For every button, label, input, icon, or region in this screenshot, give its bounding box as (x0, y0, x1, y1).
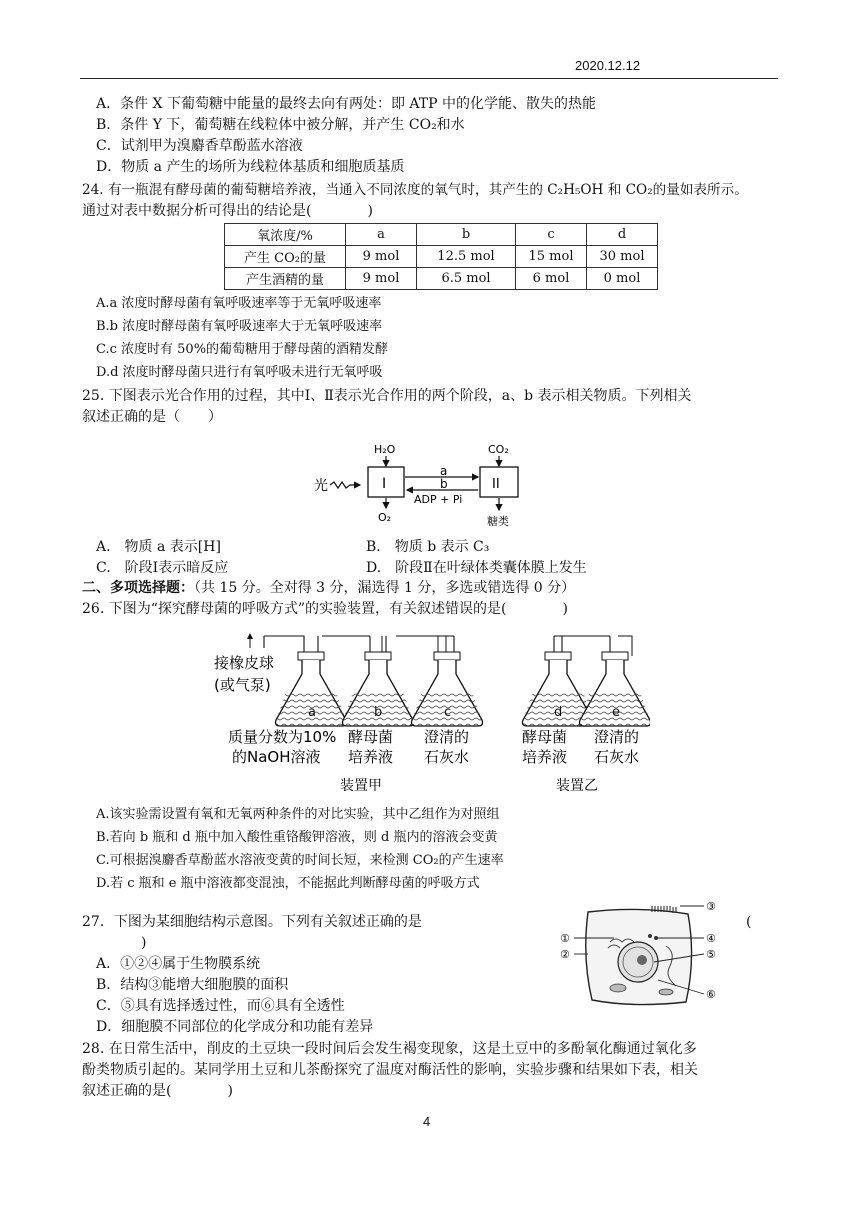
table-header-cell: b (417, 224, 516, 246)
flask-b-label: b (374, 705, 383, 720)
cell-label-5: ⑤ (706, 948, 716, 961)
cell-label-6: ⑥ (706, 988, 716, 1001)
table-row (225, 268, 658, 290)
q25-option-a: A. 物质 a 表示[H] (96, 539, 221, 555)
flask-c (412, 652, 483, 726)
caption-d-1: 酵母菌 (522, 728, 568, 746)
table-cell: 0 mol (587, 268, 658, 290)
q24-option-a: A.a 浓度时酵母菌有氧呼吸速率等于无氧呼吸速率 (96, 296, 382, 311)
adp-pi-label: ADP + Pi (414, 493, 463, 506)
q27-option-a: A．①②④属于生物膜系统 (96, 956, 261, 972)
q26-option-d: D.若 c 瓶和 e 瓶中溶液都变混浊，不能据此判断酵母菌的呼吸方式 (96, 876, 480, 891)
flask-c-label: c (444, 705, 452, 720)
table-cell: 9 mol (346, 246, 417, 268)
flask-e (580, 652, 651, 726)
q27-option-d: D．细胞膜不同部位的化学成分和功能有差异 (96, 1019, 374, 1035)
stage1-label: I (382, 476, 387, 492)
cell-structure-diagram (558, 898, 726, 1010)
q26-option-b: B.若向 b 瓶和 d 瓶中加入酸性重铬酸钾溶液，则 d 瓶内的溶液会变黄 (96, 830, 498, 845)
table-cell: 6.5 mol (417, 268, 516, 290)
photosynthesis-diagram (310, 437, 540, 532)
yeast-respiration-apparatus (210, 626, 650, 798)
setup-jia-label: 装置甲 (340, 778, 382, 794)
table-row (225, 246, 658, 268)
caption-e-2: 石灰水 (594, 748, 640, 766)
flask-a-label: a (308, 705, 316, 720)
cell-label-3: ③ (706, 900, 716, 913)
q23-option-a: A．条件 X 下葡萄糖中能量的最终去向有两处：即 ATP 中的化学能、散失的热能 (96, 96, 596, 112)
q28-line1: 28. 在日常生活中，削皮的土豆块一段时间后会发生褐变现象，这是土豆中的多酚氧化酶通过氧化多 (82, 1041, 697, 1057)
pump-label-1: 接橡皮球 (214, 654, 275, 672)
q24-data-table (224, 223, 658, 290)
q28-line2: 酚类物质引起的。某同学用土豆和儿茶酚探究了温度对酶活性的影响，实验步骤和结果如下表，相关 (82, 1062, 698, 1078)
caption-c-2: 石灰水 (424, 748, 470, 766)
q24-stem-line1: 24. 有一瓶混有酵母菌的葡萄糖培养液，当通入不同浓度的氧气时，其产生的 C₂H₅OH 和 CO₂的量如表所示。 (82, 182, 748, 198)
q26-option-a: A.该实验需设置有氧和无氧两种条件的对比实验，其中乙组作为对照组 (96, 807, 500, 822)
q23-option-c: C．试剂甲为溴麝香草酚蓝水溶液 (96, 138, 303, 154)
cell-label-1: ① (560, 932, 570, 945)
stage2-label: II (492, 477, 500, 492)
caption-b-2: 培养液 (348, 748, 394, 766)
nucleolus (637, 955, 647, 965)
q24-option-d: D.d 浓度时酵母菌只进行有氧呼吸未进行无氧呼吸 (96, 365, 383, 380)
table-header-cell: a (346, 224, 417, 246)
caption-d-2: 培养液 (522, 748, 568, 766)
flask-b (343, 652, 414, 726)
header-rule (80, 78, 778, 79)
section2-heading (82, 578, 575, 598)
flask-e-label: e (612, 705, 620, 720)
q24-option-b: B.b 浓度时酵母菌有氧呼吸速率大于无氧呼吸速率 (96, 319, 383, 334)
q23-option-b: B．条件 Y 下，葡萄糖在线粒体中被分解，并产生 CO₂和水 (96, 117, 465, 133)
table-cell: 6 mol (516, 268, 587, 290)
q25-option-d: D. 阶段Ⅱ在叶绿体类囊体膜上发生 (366, 560, 587, 576)
caption-c-1: 澄清的 (424, 728, 470, 746)
flask-a (276, 652, 347, 726)
section2-note: （共 15 分。全对得 3 分，漏选得 1 分，多选或错选得 0 分） (194, 580, 576, 596)
q27-stem: 27．下图为某细胞结构示意图。下列有关叙述正确的是 (82, 914, 422, 930)
section2-title: 二、多项选择题： (82, 580, 194, 596)
table-cell: 12.5 mol (417, 246, 516, 268)
q26-stem: 26. 下图为“探究酵母菌的呼吸方式”的实验装置，有关叙述错误的是( ) (82, 601, 568, 617)
cell-label-2: ② (560, 948, 570, 961)
caption-b-1: 酵母菌 (348, 728, 394, 746)
q23-option-d: D．物质 a 产生的场所为线粒体基质和细胞质基质 (96, 159, 405, 175)
table-cell: 15 mol (516, 246, 587, 268)
co2-label: CO₂ (488, 443, 509, 456)
a-label: a (440, 464, 448, 478)
caption-e-1: 澄清的 (594, 728, 640, 746)
h2o-label: H₂O (374, 443, 396, 456)
o2-label: O₂ (378, 511, 392, 524)
table-header-cell: c (516, 224, 587, 246)
q27-paren-open: ( (746, 914, 752, 930)
table-header-cell: d (587, 224, 658, 246)
q28-line3: 叙述正确的是( ) (82, 1083, 233, 1099)
page-number: 4 (423, 1114, 431, 1129)
table-cell: 产生 CO₂的量 (225, 246, 346, 268)
b-label: b (440, 477, 448, 491)
caption-a-2: 的NaOH溶液 (232, 748, 321, 766)
q27-option-b: B．结构③能增大细胞膜的面积 (96, 977, 289, 993)
flask-d-label: d (554, 705, 563, 720)
q25-option-b: B. 物质 b 表示 C₃ (366, 539, 490, 555)
caption-a-1: 质量分数为10% (228, 728, 337, 746)
header-date: 2020.12.12 (575, 58, 641, 73)
q25-option-c: C. 阶段Ⅰ表示暗反应 (96, 560, 229, 576)
table-header-cell: 氧浓度/% (225, 224, 346, 246)
cell-label-4: ④ (706, 932, 716, 945)
table-header-row (225, 224, 658, 246)
q25-stem-line2: 叙述正确的是（ ） (82, 409, 222, 425)
q24-option-c: C.c 浓度时有 50%的葡萄糖用于酵母菌的酒精发酵 (96, 342, 389, 357)
q24-stem-line2: 通过对表中数据分析可得出的结论是( ) (82, 203, 373, 219)
q27-option-c: C．⑤具有选择透过性，而⑥具有全透性 (96, 998, 345, 1014)
q25-stem-line1: 25. 下图表示光合作用的过程，其中Ⅰ、Ⅱ表示光合作用的两个阶段，a、b 表示相关物质。下列相关 (82, 388, 692, 404)
setup-yi-label: 装置乙 (556, 778, 598, 794)
sugar-label: 糖类 (487, 515, 509, 528)
pump-label-2: (或气泵) (214, 676, 271, 694)
light-label: 光 (314, 478, 328, 494)
table-cell: 产生酒精的量 (225, 268, 346, 290)
table-cell: 9 mol (346, 268, 417, 290)
q26-option-c: C.可根据溴麝香草酚蓝水溶液变黄的时间长短，来检测 CO₂的产生速率 (96, 853, 504, 868)
q27-paren-close: ) (141, 935, 147, 951)
table-cell: 30 mol (587, 246, 658, 268)
